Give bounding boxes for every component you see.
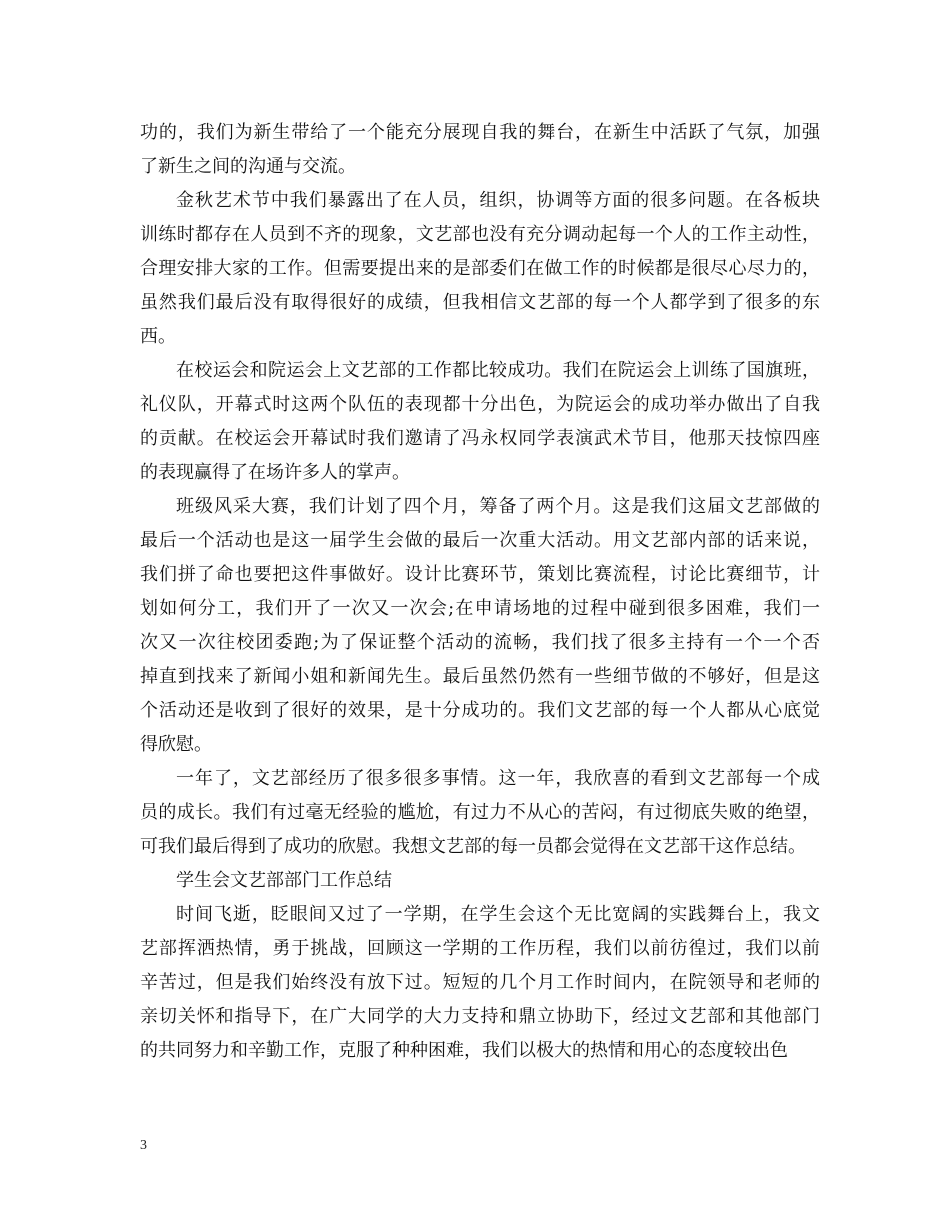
text-line: 合理安排大家的工作。但需要提出来的是部委们在做工作的时候都是很尽心尽力的， [140, 258, 820, 279]
paragraph [140, 762, 820, 864]
text-line: 的表现赢得了在场许多人的掌声。 [140, 462, 410, 483]
text-line: 辛苦过，但是我们始终没有放下过。短短的几个月工作时间内，在院领导和老师的 [140, 972, 820, 993]
text-line: 亲切关怀和指导下，在广大同学的大力支持和鼎立协助下，经过文艺部和其他部门 [140, 1006, 820, 1027]
page-number: 3 [140, 1138, 147, 1153]
text-line: 学生会文艺部部门工作总结 [176, 870, 392, 891]
text-line: 了新生之间的沟通与交流。 [140, 156, 356, 177]
text-line: 的贡献。在校运会开幕试时我们邀请了冯永权同学表演武术节目，他那天技惊四座 [140, 428, 820, 449]
paragraph [140, 864, 820, 898]
text-line: 时间飞逝，眨眼间又过了一学期，在学生会这个无比宽阔的实践舞台上，我文 [176, 904, 820, 925]
text-line: 虽然我们最后没有取得很好的成绩，但我相信文艺部的每一个人都学到了很多的东 [140, 292, 820, 313]
text-line: 的共同努力和辛勤工作，克服了种种困难，我们以极大的热情和用心的态度较出色 [140, 1040, 788, 1061]
text-line: 可我们最后得到了成功的欣慰。我想文艺部的每一员都会觉得在文艺部干这作总结。 [140, 836, 806, 857]
text-line: 最后一个活动也是这一届学生会做的最后一次重大活动。用文艺部内部的话来说， [140, 530, 820, 551]
text-line: 划如何分工，我们开了一次又一次会;在申请场地的过程中碰到很多困难，我们一 [140, 598, 820, 619]
text-line: 得欣慰。 [140, 734, 212, 755]
text-line: 艺部挥洒热情，勇于挑战，回顾这一学期的工作历程，我们以前彷徨过，我们以前 [140, 938, 820, 959]
text-line: 掉直到找来了新闻小姐和新闻先生。最后虽然仍然有一些细节做的不够好，但是这 [140, 666, 820, 687]
text-line: 礼仪队，开幕式时这两个队伍的表现都十分出色，为院运会的成功举办做出了自我 [140, 394, 820, 415]
text-line: 员的成长。我们有过毫无经验的尴尬，有过力不从心的苦闷，有过彻底失败的绝望， [140, 802, 820, 823]
paragraph [140, 184, 820, 354]
paragraph [140, 116, 820, 184]
text-line: 班级风采大赛，我们计划了四个月，筹备了两个月。这是我们这届文艺部做的 [176, 496, 820, 517]
text-line: 西。 [140, 326, 176, 347]
text-line: 次又一次往校团委跑;为了保证整个活动的流畅，我们找了很多主持有一个一个否 [140, 632, 820, 653]
text-line: 个活动还是收到了很好的效果，是十分成功的。我们文艺部的每一个人都从心底觉 [140, 700, 820, 721]
text-line: 训练时都存在人员到不齐的现象，文艺部也没有充分调动起每一个人的工作主动性， [140, 224, 820, 245]
paragraph [140, 898, 820, 1068]
text-line: 功的，我们为新生带给了一个能充分展现自我的舞台，在新生中活跃了气氛，加强 [140, 122, 820, 143]
document-body [140, 116, 820, 1068]
text-line: 我们拼了命也要把这件事做好。设计比赛环节，策划比赛流程，讨论比赛细节，计 [140, 564, 820, 585]
text-line: 一年了，文艺部经历了很多很多事情。这一年，我欣喜的看到文艺部每一个成 [176, 768, 820, 789]
text-line: 金秋艺术节中我们暴露出了在人员，组织，协调等方面的很多问题。在各板块 [176, 190, 820, 211]
paragraph [140, 490, 820, 762]
paragraph [140, 354, 820, 490]
text-line: 在校运会和院运会上文艺部的工作都比较成功。我们在院运会上训练了国旗班， [176, 360, 820, 381]
